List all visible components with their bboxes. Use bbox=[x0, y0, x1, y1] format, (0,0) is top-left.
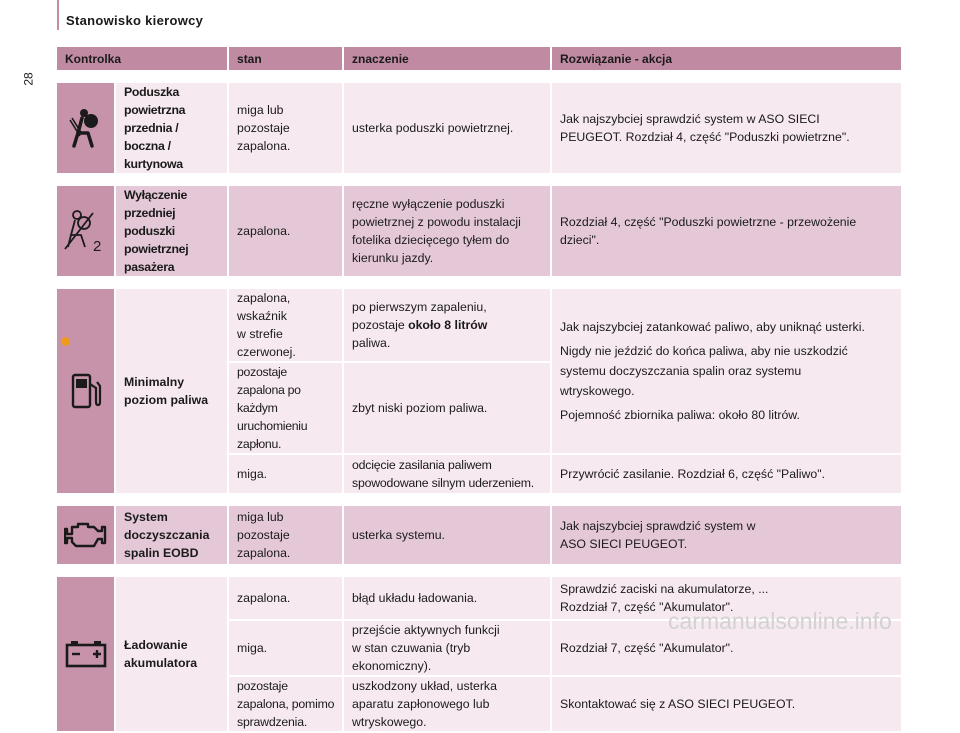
table-row-passenger-airbag bbox=[57, 186, 903, 278]
passenger-airbag-action: Rozdział 4, część "Poduszki powietrzne - przewożenie dzieci". bbox=[552, 186, 903, 278]
fuel-meaning-1: po pierwszym zapaleniu, pozostaje około 8 litrów paliwa. bbox=[344, 289, 552, 363]
fuel-state-2: pozostaje zapalona po każdym uruchomieniu zapłonu. bbox=[229, 363, 344, 455]
engine-check-icon bbox=[57, 506, 116, 566]
battery-state-3: pozostaje zapalona, pomimo sprawdzenia. bbox=[229, 677, 344, 733]
battery-state-2: miga. bbox=[229, 621, 344, 677]
fuel-amount: około 8 litrów bbox=[408, 318, 488, 332]
table-row-eobd bbox=[57, 506, 903, 566]
battery-meaning-3: uszkodzony układ, usterka aparatu zapłonowego lub wtryskowego. bbox=[344, 677, 552, 733]
passenger-airbag-off-icon bbox=[57, 186, 116, 278]
eobd-action: Jak najszybciej sprawdzić system w ASO SIECI PEUGEOT. bbox=[552, 506, 903, 566]
column-header-kontrolka: Kontrolka bbox=[57, 47, 229, 72]
table-header-row bbox=[57, 47, 903, 72]
airbag-warning-icon bbox=[57, 83, 116, 175]
eobd-state: miga lub pozostaje zapalona. bbox=[229, 506, 344, 566]
column-header-rozwiazanie: Rozwiązanie - akcja bbox=[552, 47, 903, 72]
battery-action-2: Rozdział 7, część "Akumulator". bbox=[552, 621, 903, 677]
passenger-airbag-name: Wyłączenie przedniej poduszki powietrznej pasażera bbox=[116, 186, 229, 278]
fuel-warning-dot bbox=[61, 337, 70, 346]
fuel-state-3: miga. bbox=[229, 455, 344, 495]
fuel-action-3: Przywrócić zasilanie. Rozdział 6, część "Paliwo". bbox=[552, 455, 903, 495]
column-header-znaczenie: znaczenie bbox=[344, 47, 552, 72]
column-header-stan: stan bbox=[229, 47, 344, 72]
battery-action-3: Skontaktować się z ASO SIECI PEUGEOT. bbox=[552, 677, 903, 733]
airbag-state: miga lub pozostaje zapalona. bbox=[229, 83, 344, 175]
airbag-action: Jak najszybciej sprawdzić system w ASO SIECI PEUGEOT. Rozdział 4, część "Poduszki powietrzne". bbox=[552, 83, 903, 175]
passenger-airbag-meaning: ręczne wyłączenie poduszki powietrznej z powodu instalacji fotelika dziecięcego tyłem do kierunku jazdy. bbox=[344, 186, 552, 278]
svg-text:2: 2 bbox=[92, 238, 101, 255]
battery-state-1: zapalona. bbox=[229, 577, 344, 621]
battery-icon bbox=[57, 577, 116, 733]
battery-meaning-2: przejście aktywnych funkcji w stan czuwania (tryb ekonomiczny). bbox=[344, 621, 552, 677]
eobd-meaning: usterka systemu. bbox=[344, 506, 552, 566]
page-title: Stanowisko kierowcy bbox=[66, 13, 204, 28]
battery-action-1: Sprawdzić zaciski na akumulatorze, ... Rozdział 7, część "Akumulator". bbox=[552, 577, 903, 621]
watermark: carmanualsonline.info bbox=[668, 608, 892, 634]
fuel-meaning-2: zbyt niski poziom paliwa. bbox=[344, 363, 552, 455]
battery-meaning-1: błąd układu ładowania. bbox=[344, 577, 552, 621]
airbag-meaning: usterka poduszki powietrznej. bbox=[344, 83, 552, 175]
battery-name: Ładowanie akumulatora bbox=[116, 577, 229, 733]
page-accent-bar bbox=[57, 0, 59, 30]
table-row-fuel-1 bbox=[57, 289, 903, 363]
passenger-airbag-state: zapalona. bbox=[229, 186, 344, 278]
fuel-meaning-3: odcięcie zasilania paliwem spowodowane silnym uderzeniem. bbox=[344, 455, 552, 495]
fuel-state-1: zapalona, wskaźnik w strefie czerwonej. bbox=[229, 289, 344, 363]
eobd-name: System doczyszczania spalin EOBD bbox=[116, 506, 229, 566]
fuel-pump-icon bbox=[57, 289, 116, 495]
airbag-name: Poduszka powietrzna przednia / boczna / kurtynowa bbox=[116, 83, 229, 175]
table-row-airbag bbox=[57, 83, 903, 175]
page-number: 28 bbox=[21, 72, 36, 86]
fuel-action: Jak najszybciej zatankować paliwo, aby uniknąć usterki. Nigdy nie jeździć do końca paliwa, aby nie uszkodzić systemu doczyszczania spalin oraz systemu wtryskowego. Pojemność zbiornika paliwa: około 80 litrów. bbox=[552, 289, 903, 455]
fuel-name: Minimalny poziom paliwa bbox=[116, 289, 229, 495]
